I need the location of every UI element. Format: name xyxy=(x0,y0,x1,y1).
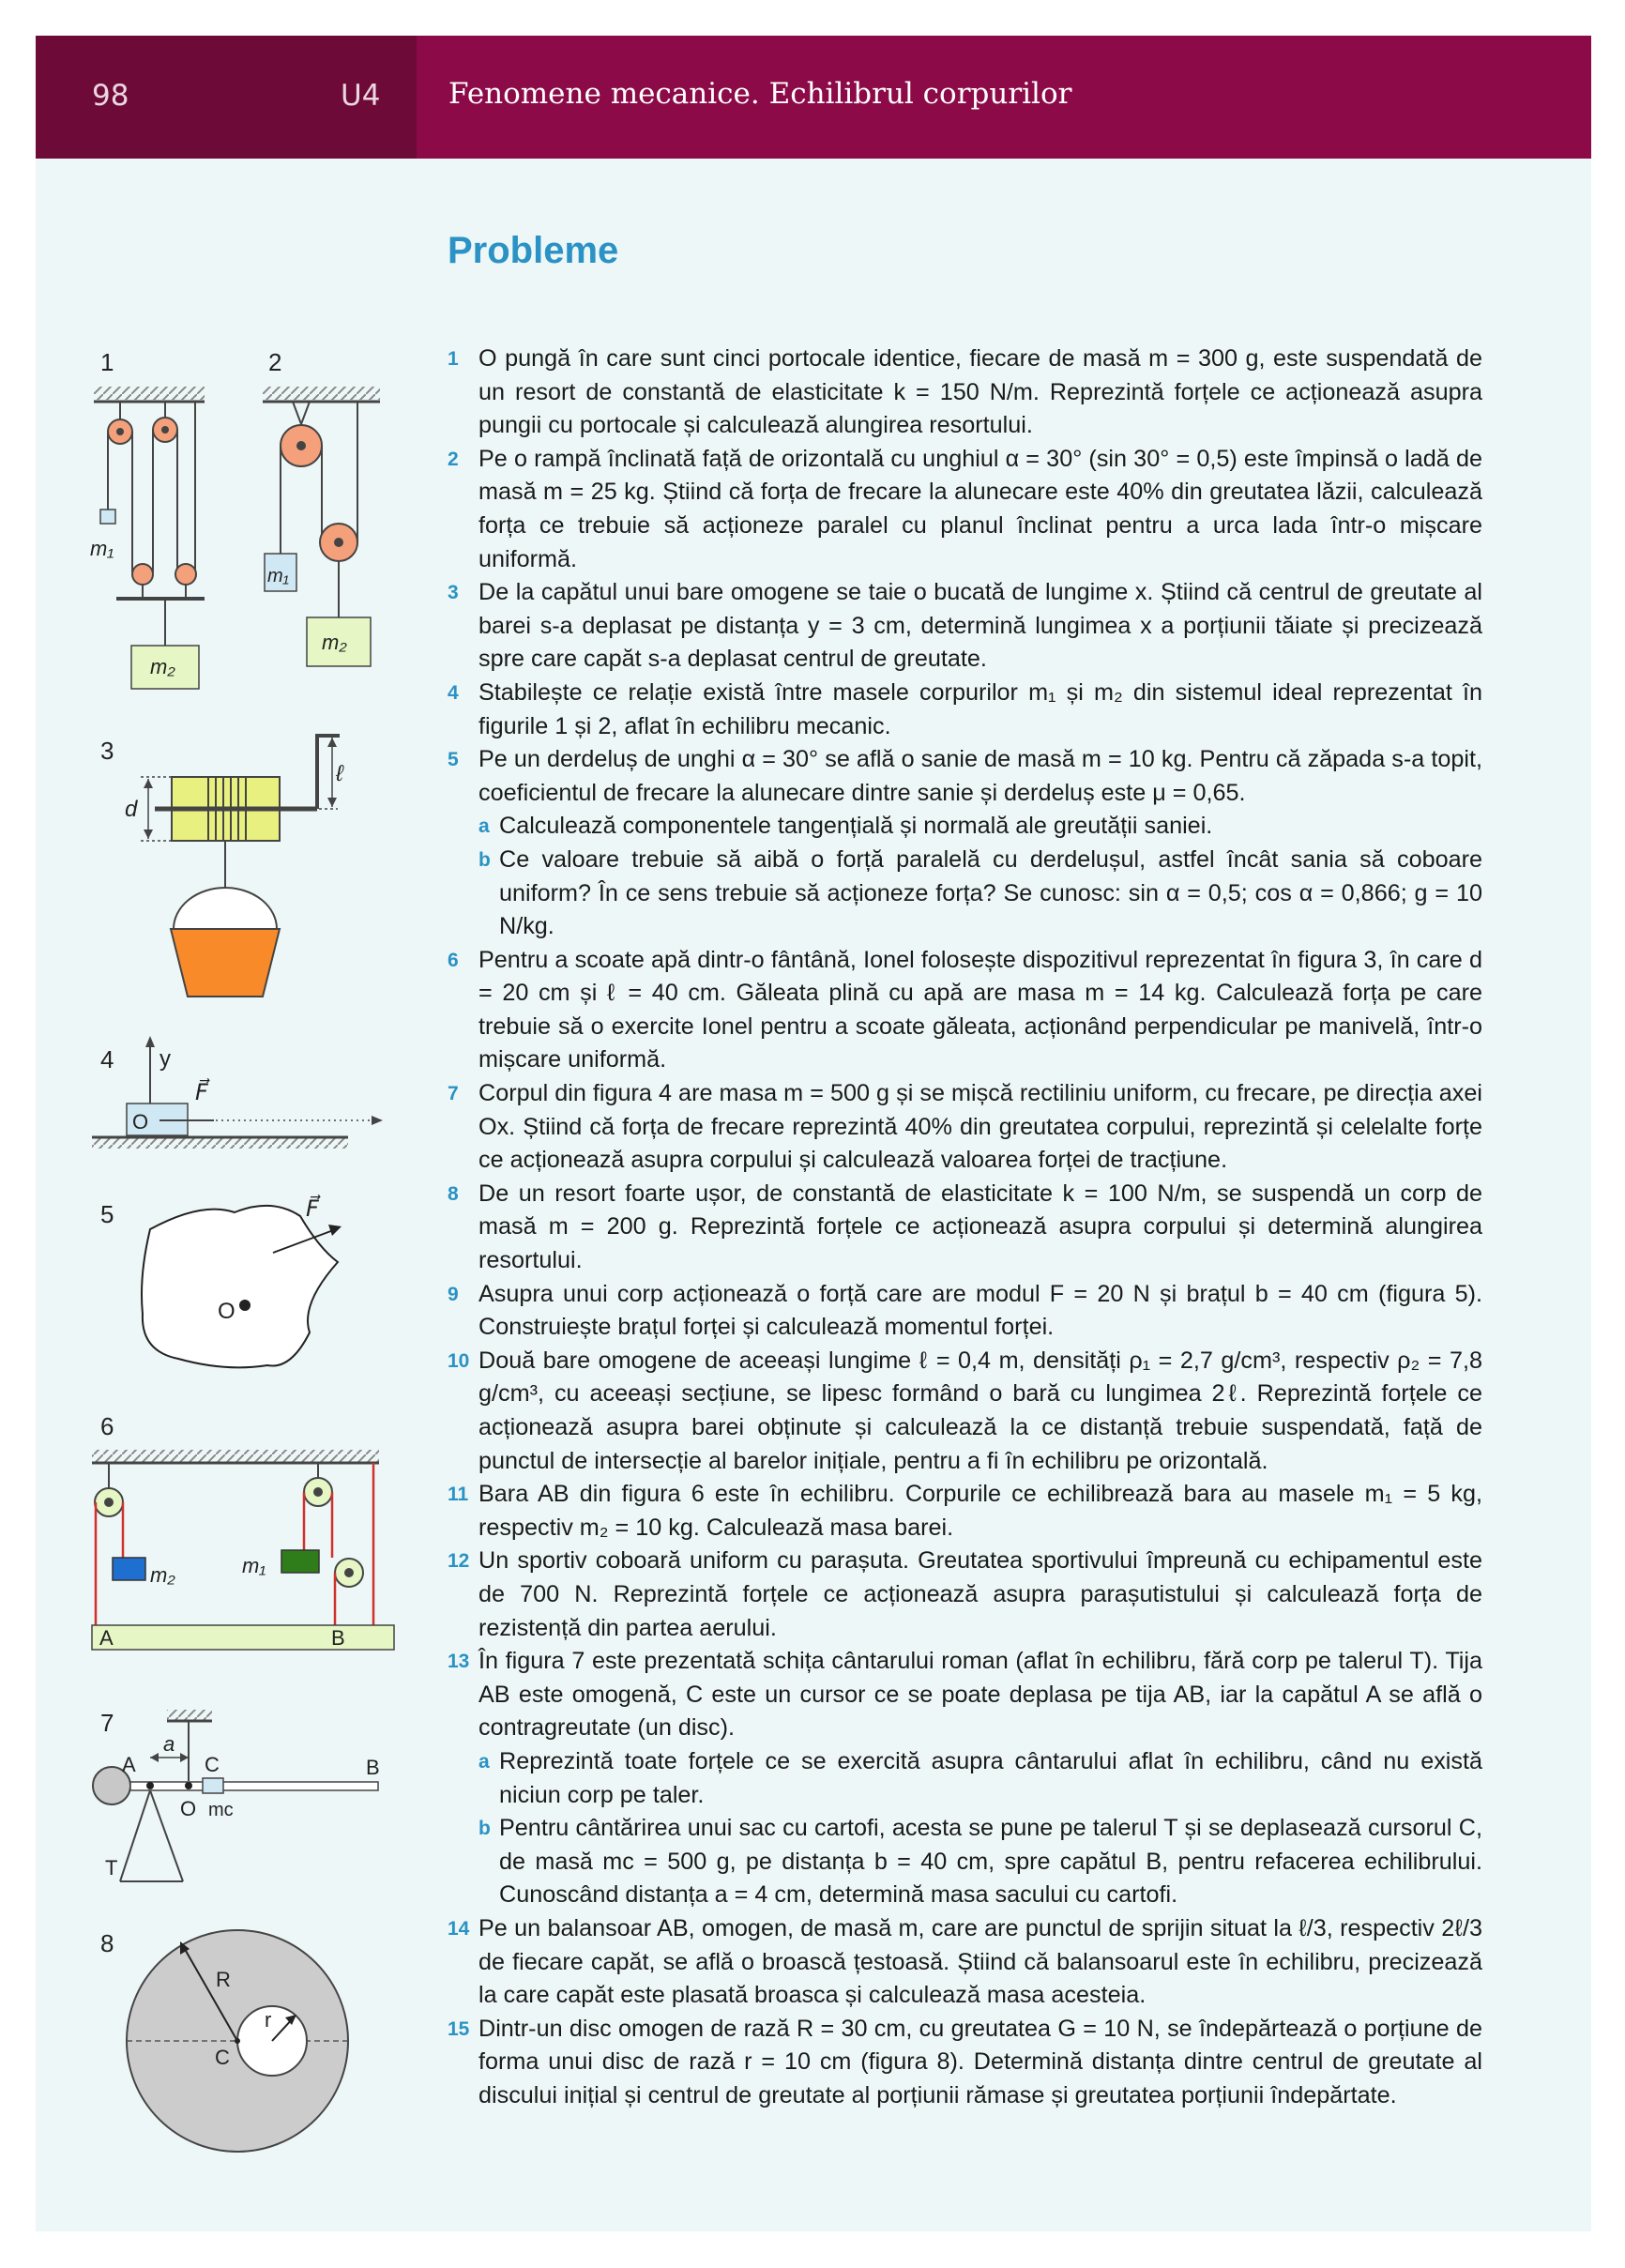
problem-text: Corpul din figura 4 are masa m = 500 g și se mișcă rectiliniu uniform, cu frecare, pe direcția axei Ox. Știind că forța de frecare reprezintă 40% din greutatea corpului, reprezintă și celelalte forțe ce acționează asupra corpului și calculează valoarea forței de tracțiune. xyxy=(478,1080,1482,1174)
problem-text: De un resort foarte ușor, de constantă de elasticitate k = 100 N/m, se suspendă un corp de masă m = 200 g. Reprezintă forțele ce acționează asupra corpului și determină alungirea resortului. xyxy=(478,1180,1482,1274)
problem-11 xyxy=(448,1478,1482,1545)
problem-text: Pe un balansoar AB, omogen, de masă m, care are punctul de sprijin situat la ℓ/3, respectiv 2ℓ/3 de fiecare capăt, se află o broască țestoasă. Știind că balansoarul este în echilibru, precizează la care capăt este plasată broasca și calculează masa acesteia. xyxy=(478,1914,1482,2009)
problem-number: 5 xyxy=(448,749,459,771)
subproblem-text: Ce valoare trebuie să aibă o forță paralelă cu derdelușul, astfel încât sania să coboare uniform? În ce sens trebuie să acționeze forța? Se cunosc: sin α = 0,5; cos α = 0,866; g = 10 N/kg. xyxy=(499,845,1482,940)
unit-label: U4 xyxy=(341,79,381,113)
problem-13 xyxy=(448,1645,1482,1745)
fig3-l-label: ℓ xyxy=(336,761,343,786)
problem-text: Stabilește ce relație există între masele corpurilor m₁ și m₂ din sistemul ideal reprezentat în figurile 1 și 2, aflat în echilibru mecanic. xyxy=(478,678,1482,739)
subproblem-letter: a xyxy=(478,815,490,838)
fig6-m2-label: m₂ xyxy=(150,1563,175,1587)
problem-number: 11 xyxy=(448,1484,469,1506)
fig-label-7: 7 xyxy=(100,1709,114,1737)
subproblem-text: Calculează componentele tangențială și normală ale greutății saniei. xyxy=(499,813,1213,840)
figure-8 xyxy=(127,1930,348,2152)
fig-label-4: 4 xyxy=(100,1045,114,1073)
problem-text: Pe un derdeluș de unghi α = 30° se află o sanie de masă m = 10 kg. Pentru că zăpada s-a topit, coeficientul de frecare la alunecare dintre sanie și derdeluș este μ = 0,65. xyxy=(478,746,1482,806)
problem-text: O pungă în care sunt cinci portocale identice, fiecare de masă m = 300 g, este suspendată de un resort de constantă de elasticitate k = 150 N/m. Reprezintă forțele ce acționează asupra pungii cu portocale și calculează alungirea resortului. xyxy=(478,345,1482,439)
subproblem-letter: b xyxy=(478,848,491,871)
fig4-f-label: F⃗ xyxy=(195,1080,208,1105)
problem-number: 8 xyxy=(448,1182,459,1205)
fig7-t-label: T xyxy=(105,1856,118,1880)
problem-1 xyxy=(448,342,1482,443)
fig7-b-label: B xyxy=(366,1756,380,1779)
chapter-title: Fenomene mecanice. Echilibrul corpurilor xyxy=(448,77,1072,111)
problem-number: 3 xyxy=(448,582,459,604)
fig-label-3: 3 xyxy=(100,737,114,765)
problem-text: Asupra unui corp acționează o forță care are modul F = 20 N și brațul b = 40 cm (figura 5). Construiește brațul forței și calculează momentul forței. xyxy=(478,1280,1482,1341)
fig1-m2-label: m₂ xyxy=(150,655,175,678)
problem-13a xyxy=(448,1745,1482,1812)
fig2-m2-label: m₂ xyxy=(322,631,347,654)
problem-text: În figura 7 este prezentată schița cântarului roman (aflat în echilibru, fără corp pe talerul T). Tija AB este omogenă, C este un cursor ce se poate deplasa pe tija AB, iar la capătul A se află o contragreutate (un disc). xyxy=(478,1648,1482,1742)
problems-list xyxy=(448,342,1482,2112)
problem-number: 2 xyxy=(448,448,459,470)
fig-label-8: 8 xyxy=(100,1929,114,1957)
fig-label-5: 5 xyxy=(100,1200,114,1228)
problem-14 xyxy=(448,1912,1482,2013)
problem-3 xyxy=(448,576,1482,677)
problem-number: 15 xyxy=(448,2017,470,2040)
problem-12 xyxy=(448,1545,1482,1645)
problem-7 xyxy=(448,1077,1482,1178)
problem-text: Dintr-un disc omogen de rază R = 30 cm, cu greutatea G = 10 N, se îndepărtează o porțiune de forma unui disc de rază r = 10 cm (figura 8). Determină distanța dintre centrul de greutate al discului inițial și centrul de greutate al porțiunii rămase și greutatea porțiunii îndepărtate. xyxy=(478,2015,1482,2108)
fig1-m1-label: m₁ xyxy=(90,537,114,560)
problem-text: Un sportiv coboară uniform cu parașuta. Greutatea sportivului împreună cu echipamentul este de 700 N. Reprezintă forțele ce acționează asupra parașutistului și calculează forța de rezistență din partea aerului. xyxy=(478,1547,1482,1641)
problem-8 xyxy=(448,1178,1482,1278)
figure-3 xyxy=(125,736,344,997)
fig7-a-length-label: a xyxy=(163,1732,175,1756)
figure-2 xyxy=(263,387,380,666)
subproblem-text: Reprezintă toate forțele ce se exercită asupra cântarului aflat în echilibru, când nu există niciun corp pe taler. xyxy=(499,1747,1482,1808)
problem-5 xyxy=(448,743,1482,810)
problem-number: 12 xyxy=(448,1550,470,1573)
problem-2 xyxy=(448,443,1482,576)
problem-4 xyxy=(448,677,1482,743)
problem-15 xyxy=(448,2013,1482,2113)
fig5-f-label: F⃗ xyxy=(306,1196,319,1222)
problem-10 xyxy=(448,1345,1482,1478)
problem-number: 13 xyxy=(448,1651,470,1673)
fig7-mc-label: mc xyxy=(208,1800,234,1820)
problem-text: De la capătul unui bare omogene se taie o bucată de lungime x. Știind că centrul de greutate al barei s-a deplasat pe distanța y = 3 cm, determină lungimea x a porțiunii tăiate și precizează spre care capăt s-a deplasat centrul de greutate. xyxy=(478,579,1482,673)
fig-label-2: 2 xyxy=(268,348,282,376)
figure-6 xyxy=(92,1450,394,1650)
problem-number: 4 xyxy=(448,681,459,704)
fig-label-6: 6 xyxy=(100,1412,114,1440)
fig4-y-label: y xyxy=(159,1046,171,1072)
fig4-o-label: O xyxy=(132,1110,149,1134)
figure-1 xyxy=(90,387,205,689)
fig8-r-label: r xyxy=(265,2008,272,2032)
fig8-R-label: R xyxy=(216,1968,231,1991)
fig6-m1-label: m₁ xyxy=(242,1554,266,1577)
fig8-C-label: C xyxy=(215,2046,230,2069)
page-number: 98 xyxy=(92,79,129,113)
problem-number: 6 xyxy=(448,949,459,971)
fig7-o-label: O xyxy=(180,1797,197,1820)
subproblem-letter: a xyxy=(478,1750,490,1773)
problem-13b xyxy=(448,1812,1482,1912)
problem-text: Pe o rampă înclinată față de orizontală cu unghiul α = 30° (sin 30° = 0,5) este împinsă o ladă de masă m = 25 kg. Știind că forța de frecare la alunecare este 40% din greutatea lăzii, calculează forța ce trebuie să acționeze paralel cu planul înclinat pentru a urca lada într-o mișcare uniformă. xyxy=(478,445,1482,572)
problem-number: 7 xyxy=(448,1083,459,1105)
problem-9 xyxy=(448,1278,1482,1345)
fig3-d-label: d xyxy=(125,797,138,822)
subproblem-text: Pentru cântărirea unui sac cu cartofi, acesta se pune pe talerul T și se deplasează cursorul C, de masă mc = 500 g, pe distanța b = 40 cm, spre capătul B, pentru refacerea echilibrului. Cunoscând distanța a = 4 cm, determină masa sacului cu cartofi. xyxy=(499,1815,1482,1909)
problem-text: Bara AB din figura 6 este în echilibru. Corpurile ce echilibrează bara au masele m₁ = 5 kg, respectiv m₂ = 10 kg. Calculează masa barei. xyxy=(478,1481,1482,1541)
fig6-a-label: A xyxy=(99,1626,114,1650)
section-title: Probleme xyxy=(448,230,619,271)
problem-text: Pentru a scoate apă dintr-o fântână, Ionel folosește dispozitivul reprezentat în figura 3, în care d = 20 cm și ℓ = 40 cm. Găleata plină cu apă are masa m = 14 kg. Calculează forța pe care trebuie să o exercite Ionel pentru a scoate găleata, acționând perpendicular pe manivelă, într-o mișcare uniformă. xyxy=(478,946,1482,1073)
problem-6 xyxy=(448,944,1482,1077)
fig6-b-label: B xyxy=(331,1626,345,1650)
fig7-c-label: C xyxy=(205,1753,220,1776)
problem-text: Două bare omogene de aceeași lungime ℓ = 0,4 m, densități ρ₁ = 2,7 g/cm³, respectiv ρ₂ = 7,8 g/cm³, cu aceeași secțiune, se lipesc formând o bară cu lungimea 2ℓ. Reprezintă forțele ce acționează asupra barei obținute și calculează la ce distanță trebuie suspendată, față de punctul de intersecție al barelor inițiale, pentru a fi în echilibru pe orizontală. xyxy=(478,1347,1482,1474)
fig7-a-label: A xyxy=(122,1753,136,1776)
figure-7 xyxy=(93,1710,380,1881)
problem-5a xyxy=(448,810,1482,844)
problem-number: 14 xyxy=(448,1917,470,1940)
fig5-o-label: O xyxy=(218,1299,235,1324)
fig-label-1: 1 xyxy=(100,348,114,376)
figure-4 xyxy=(92,1036,383,1149)
fig2-m1-label: m₁ xyxy=(267,566,289,586)
problem-number: 1 xyxy=(448,348,459,370)
subproblem-letter: b xyxy=(478,1818,491,1840)
problem-number: 9 xyxy=(448,1283,459,1305)
problem-number: 10 xyxy=(448,1349,470,1372)
figure-5 xyxy=(142,1195,342,1368)
problem-5b xyxy=(448,844,1482,944)
